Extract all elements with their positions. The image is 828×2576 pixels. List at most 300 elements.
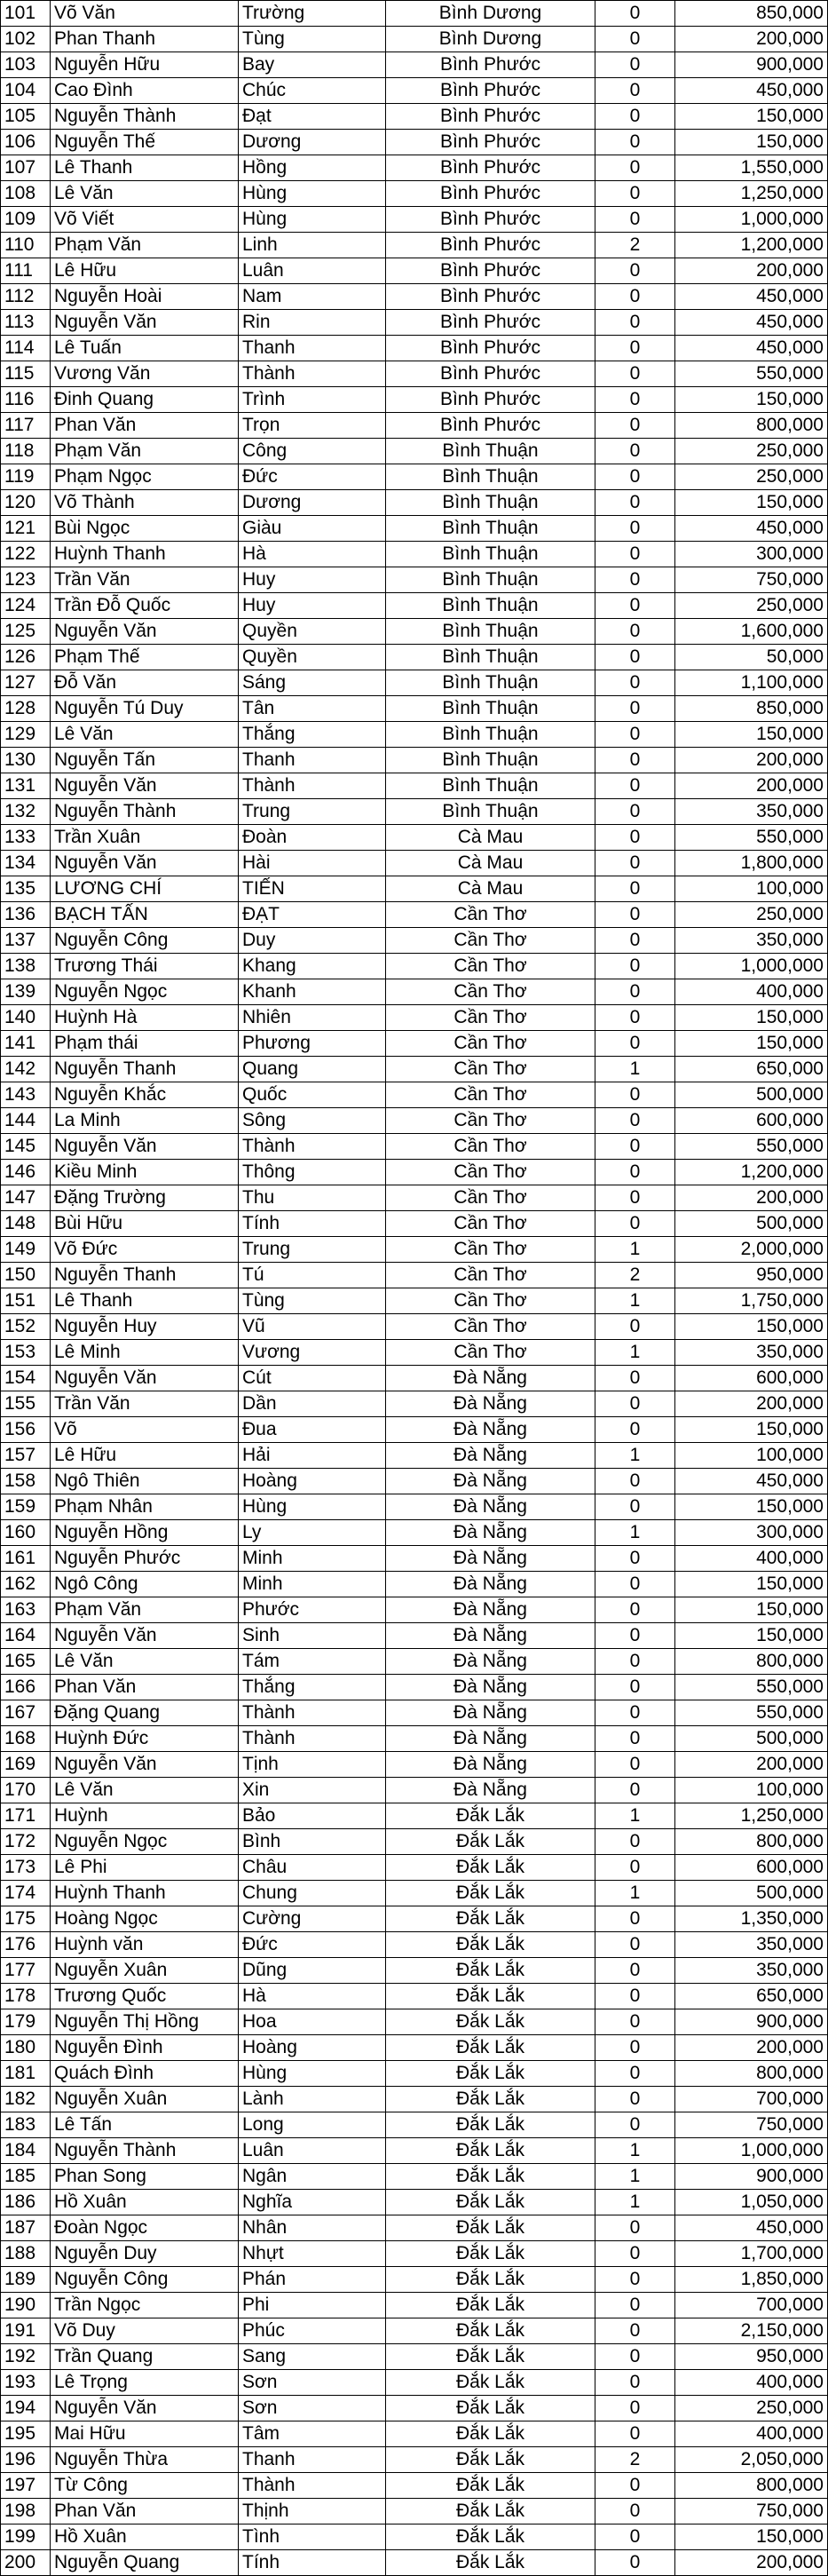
cell-ten: Sông: [239, 1108, 386, 1134]
cell-so-luong: 0: [595, 258, 675, 284]
cell-ho-dem: Lê Thanh: [51, 155, 239, 181]
cell-stt: 146: [1, 1160, 51, 1185]
cell-ten: Đoàn: [239, 825, 386, 851]
cell-so-tien: 1,800,000: [675, 851, 828, 876]
cell-ten: Tính: [239, 1211, 386, 1237]
cell-stt: 122: [1, 542, 51, 567]
cell-tinh-thanh: Đắk Lắk: [386, 1803, 595, 1829]
cell-so-tien: 850,000: [675, 1, 828, 27]
cell-so-luong: 1: [595, 1237, 675, 1263]
cell-tinh-thanh: Đắk Lắk: [386, 2164, 595, 2190]
cell-ho-dem: Huỳnh Thanh: [51, 1881, 239, 1906]
cell-ho-dem: Nguyễn Hoài: [51, 284, 239, 310]
table-row: [1, 1469, 828, 1494]
cell-ho-dem: Cao Đình: [51, 78, 239, 104]
cell-stt: 189: [1, 2267, 51, 2293]
cell-stt: 134: [1, 851, 51, 876]
cell-ten: Sáng: [239, 670, 386, 696]
cell-so-tien: 450,000: [675, 2215, 828, 2241]
cell-stt: 149: [1, 1237, 51, 1263]
cell-tinh-thanh: Đắk Lắk: [386, 2396, 595, 2421]
cell-so-tien: 950,000: [675, 1263, 828, 1288]
cell-ten: Thắng: [239, 722, 386, 748]
cell-ho-dem: Huỳnh văn: [51, 1932, 239, 1958]
cell-so-luong: 0: [595, 439, 675, 464]
table-row: [1, 2550, 828, 2576]
cell-ten: Nhựt: [239, 2241, 386, 2267]
cell-stt: 127: [1, 670, 51, 696]
cell-ten: Vương: [239, 1340, 386, 1366]
cell-tinh-thanh: Bình Phước: [386, 336, 595, 361]
cell-tinh-thanh: Cần Thơ: [386, 1340, 595, 1366]
cell-so-tien: 400,000: [675, 2370, 828, 2396]
cell-tinh-thanh: Đắk Lắk: [386, 2318, 595, 2344]
cell-ho-dem: Phan Văn: [51, 1675, 239, 1700]
cell-tinh-thanh: Cần Thơ: [386, 1108, 595, 1134]
cell-ten: Hùng: [239, 2061, 386, 2087]
cell-ten: Tùng: [239, 1288, 386, 1314]
table-row: [1, 52, 828, 78]
cell-ten: Minh: [239, 1572, 386, 1597]
cell-ho-dem: Võ Văn: [51, 1, 239, 27]
cell-tinh-thanh: Đà Nẵng: [386, 1520, 595, 1546]
cell-so-tien: 450,000: [675, 336, 828, 361]
cell-ho-dem: Trần Văn: [51, 1391, 239, 1417]
cell-stt: 165: [1, 1649, 51, 1675]
cell-so-tien: 200,000: [675, 1391, 828, 1417]
table-row: [1, 439, 828, 464]
cell-so-luong: 0: [595, 1649, 675, 1675]
cell-ho-dem: Võ Đức: [51, 1237, 239, 1263]
cell-so-luong: 0: [595, 52, 675, 78]
cell-ho-dem: Nguyễn Ngọc: [51, 1829, 239, 1855]
cell-so-luong: 0: [595, 1700, 675, 1726]
cell-ho-dem: Nguyễn Công: [51, 2267, 239, 2293]
cell-stt: 186: [1, 2190, 51, 2215]
cell-ten: Trung: [239, 799, 386, 825]
cell-tinh-thanh: Bình Thuận: [386, 619, 595, 645]
cell-so-tien: 200,000: [675, 27, 828, 52]
cell-ho-dem: Nguyễn Thế: [51, 130, 239, 155]
cell-so-tien: 1,700,000: [675, 2241, 828, 2267]
cell-ho-dem: Lê Thanh: [51, 1288, 239, 1314]
table-row: [1, 1906, 828, 1932]
cell-tinh-thanh: Đà Nẵng: [386, 1494, 595, 1520]
table-row: [1, 645, 828, 670]
cell-tinh-thanh: Bình Thuận: [386, 748, 595, 773]
cell-stt: 108: [1, 181, 51, 207]
cell-so-luong: 0: [595, 2550, 675, 2576]
cell-stt: 129: [1, 722, 51, 748]
cell-stt: 135: [1, 876, 51, 902]
cell-so-luong: 0: [595, 1494, 675, 1520]
cell-stt: 187: [1, 2215, 51, 2241]
cell-so-luong: 0: [595, 181, 675, 207]
cell-so-tien: 150,000: [675, 1572, 828, 1597]
cell-ho-dem: Bùi Hữu: [51, 1211, 239, 1237]
cell-ten: Đức: [239, 1932, 386, 1958]
cell-so-tien: 150,000: [675, 2524, 828, 2550]
table-row: [1, 104, 828, 130]
cell-so-tien: 700,000: [675, 2293, 828, 2318]
cell-stt: 177: [1, 1958, 51, 1984]
cell-ten: Hồng: [239, 155, 386, 181]
cell-so-luong: 0: [595, 1829, 675, 1855]
cell-so-tien: 350,000: [675, 1958, 828, 1984]
table-row: [1, 928, 828, 954]
cell-ho-dem: Nguyễn Công: [51, 928, 239, 954]
cell-so-tien: 150,000: [675, 490, 828, 516]
cell-ten: Cút: [239, 1366, 386, 1391]
cell-ho-dem: Trần Ngọc: [51, 2293, 239, 2318]
cell-ho-dem: Lê Hữu: [51, 258, 239, 284]
cell-so-luong: 0: [595, 954, 675, 979]
cell-stt: 163: [1, 1597, 51, 1623]
cell-so-luong: 0: [595, 1185, 675, 1211]
cell-tinh-thanh: Cần Thơ: [386, 1031, 595, 1057]
table-row: [1, 1366, 828, 1391]
cell-so-tien: 1,050,000: [675, 2190, 828, 2215]
cell-tinh-thanh: Cần Thơ: [386, 954, 595, 979]
cell-ten: Phước: [239, 1597, 386, 1623]
cell-stt: 160: [1, 1520, 51, 1546]
cell-so-luong: 1: [595, 2190, 675, 2215]
cell-so-luong: 0: [595, 1, 675, 27]
table-row: [1, 1031, 828, 1057]
cell-ho-dem: Vương Văn: [51, 361, 239, 387]
cell-so-luong: 2: [595, 233, 675, 258]
cell-ho-dem: Trương Quốc: [51, 1984, 239, 2009]
cell-stt: 113: [1, 310, 51, 336]
cell-so-luong: 0: [595, 130, 675, 155]
table-row: [1, 1623, 828, 1649]
cell-tinh-thanh: Bình Dương: [386, 27, 595, 52]
cell-so-tien: 200,000: [675, 1752, 828, 1778]
cell-tinh-thanh: Đắk Lắk: [386, 2473, 595, 2499]
cell-ten: Luân: [239, 2138, 386, 2164]
cell-ten: Tân: [239, 696, 386, 722]
cell-stt: 140: [1, 1005, 51, 1031]
table-row: [1, 2267, 828, 2293]
cell-ho-dem: Phạm Nhân: [51, 1494, 239, 1520]
cell-so-luong: 0: [595, 78, 675, 104]
cell-ten: TIẾN: [239, 876, 386, 902]
cell-ho-dem: Hoàng Ngọc: [51, 1906, 239, 1932]
table-row: [1, 1546, 828, 1572]
cell-so-tien: 1,200,000: [675, 233, 828, 258]
cell-so-luong: 0: [595, 516, 675, 542]
cell-so-tien: 550,000: [675, 825, 828, 851]
cell-so-tien: 1,250,000: [675, 1803, 828, 1829]
cell-tinh-thanh: Đắk Lắk: [386, 1881, 595, 1906]
cell-tinh-thanh: Cần Thơ: [386, 1288, 595, 1314]
cell-so-tien: 500,000: [675, 1881, 828, 1906]
cell-stt: 104: [1, 78, 51, 104]
cell-so-luong: 0: [595, 207, 675, 233]
cell-so-tien: 250,000: [675, 464, 828, 490]
cell-ho-dem: Nguyễn Văn: [51, 310, 239, 336]
cell-so-luong: 0: [595, 1958, 675, 1984]
cell-stt: 126: [1, 645, 51, 670]
cell-so-luong: 0: [595, 722, 675, 748]
cell-ten: Thành: [239, 1700, 386, 1726]
cell-stt: 112: [1, 284, 51, 310]
cell-ten: Dần: [239, 1391, 386, 1417]
cell-ten: Thắng: [239, 1675, 386, 1700]
cell-stt: 153: [1, 1340, 51, 1366]
cell-ten: Hoàng: [239, 1469, 386, 1494]
cell-so-tien: 250,000: [675, 439, 828, 464]
cell-stt: 161: [1, 1546, 51, 1572]
cell-ten: Nghĩa: [239, 2190, 386, 2215]
cell-tinh-thanh: Đà Nẵng: [386, 1572, 595, 1597]
table-row: [1, 1340, 828, 1366]
cell-ho-dem: Nguyễn Văn: [51, 619, 239, 645]
table-row: [1, 336, 828, 361]
cell-tinh-thanh: Bình Thuận: [386, 542, 595, 567]
cell-ten: Hoa: [239, 2009, 386, 2035]
cell-ho-dem: Nguyễn Thừa: [51, 2447, 239, 2473]
cell-ho-dem: Nguyễn Huy: [51, 1314, 239, 1340]
cell-so-tien: 200,000: [675, 2550, 828, 2576]
table-row: [1, 1958, 828, 1984]
cell-stt: 155: [1, 1391, 51, 1417]
cell-stt: 197: [1, 2473, 51, 2499]
cell-tinh-thanh: Bình Thuận: [386, 670, 595, 696]
cell-so-tien: 250,000: [675, 902, 828, 928]
cell-ho-dem: Trần Quang: [51, 2344, 239, 2370]
table-row: [1, 748, 828, 773]
table-row: [1, 1185, 828, 1211]
cell-tinh-thanh: Đắk Lắk: [386, 2087, 595, 2112]
cell-stt: 148: [1, 1211, 51, 1237]
cell-tinh-thanh: Cần Thơ: [386, 1134, 595, 1160]
cell-ten: Duy: [239, 928, 386, 954]
cell-ho-dem: Phạm Văn: [51, 1597, 239, 1623]
cell-so-luong: 0: [595, 1855, 675, 1881]
cell-tinh-thanh: Cần Thơ: [386, 1263, 595, 1288]
cell-ho-dem: Nguyễn Văn: [51, 773, 239, 799]
cell-stt: 179: [1, 2009, 51, 2035]
table-row: [1, 1675, 828, 1700]
cell-tinh-thanh: Bình Thuận: [386, 799, 595, 825]
cell-ho-dem: Nguyễn Văn: [51, 1134, 239, 1160]
table-row: [1, 1803, 828, 1829]
cell-ho-dem: Trần Đỗ Quốc: [51, 593, 239, 619]
table-row: [1, 2473, 828, 2499]
cell-stt: 131: [1, 773, 51, 799]
cell-so-luong: 0: [595, 1469, 675, 1494]
cell-ten: Phương: [239, 1031, 386, 1057]
table-row: [1, 954, 828, 979]
cell-ho-dem: Võ: [51, 1417, 239, 1443]
cell-tinh-thanh: Đắk Lắk: [386, 2267, 595, 2293]
table-row: [1, 310, 828, 336]
cell-so-tien: 600,000: [675, 1855, 828, 1881]
cell-ho-dem: Nguyễn Thị Hồng: [51, 2009, 239, 2035]
cell-tinh-thanh: Đắk Lắk: [386, 2112, 595, 2138]
cell-stt: 199: [1, 2524, 51, 2550]
cell-so-tien: 650,000: [675, 1984, 828, 2009]
cell-so-tien: 350,000: [675, 799, 828, 825]
cell-tinh-thanh: Bình Thuận: [386, 439, 595, 464]
cell-so-luong: 0: [595, 361, 675, 387]
cell-so-luong: 0: [595, 2499, 675, 2524]
table-row: [1, 1700, 828, 1726]
cell-ten: Tâm: [239, 2421, 386, 2447]
cell-stt: 109: [1, 207, 51, 233]
cell-stt: 168: [1, 1726, 51, 1752]
cell-tinh-thanh: Cần Thơ: [386, 979, 595, 1005]
cell-ten: Tùng: [239, 27, 386, 52]
cell-so-tien: 100,000: [675, 1443, 828, 1469]
cell-so-tien: 450,000: [675, 284, 828, 310]
cell-so-tien: 700,000: [675, 2087, 828, 2112]
cell-so-tien: 750,000: [675, 2499, 828, 2524]
table-row: [1, 1572, 828, 1597]
cell-stt: 124: [1, 593, 51, 619]
table-row: [1, 2396, 828, 2421]
cell-stt: 120: [1, 490, 51, 516]
cell-ten: Thông: [239, 1160, 386, 1185]
cell-ten: Trọn: [239, 413, 386, 439]
table-row: [1, 1237, 828, 1263]
table-row: [1, 1984, 828, 2009]
cell-stt: 183: [1, 2112, 51, 2138]
table-row: [1, 2318, 828, 2344]
cell-so-luong: 0: [595, 1546, 675, 1572]
cell-so-luong: 0: [595, 851, 675, 876]
cell-tinh-thanh: Bình Thuận: [386, 490, 595, 516]
cell-stt: 137: [1, 928, 51, 954]
cell-so-luong: 0: [595, 1752, 675, 1778]
cell-ho-dem: Phạm thái: [51, 1031, 239, 1057]
cell-ho-dem: Nguyễn Khắc: [51, 1082, 239, 1108]
cell-ho-dem: Đoàn Ngọc: [51, 2215, 239, 2241]
cell-so-luong: 0: [595, 1932, 675, 1958]
cell-so-tien: 550,000: [675, 1675, 828, 1700]
cell-stt: 152: [1, 1314, 51, 1340]
cell-so-tien: 200,000: [675, 258, 828, 284]
cell-tinh-thanh: Bình Thuận: [386, 645, 595, 670]
cell-ho-dem: Kiều Minh: [51, 1160, 239, 1185]
cell-so-luong: 0: [595, 2344, 675, 2370]
cell-stt: 182: [1, 2087, 51, 2112]
cell-stt: 200: [1, 2550, 51, 2576]
cell-tinh-thanh: Bình Phước: [386, 155, 595, 181]
table-row: [1, 1057, 828, 1082]
cell-tinh-thanh: Bình Phước: [386, 233, 595, 258]
cell-so-tien: 750,000: [675, 567, 828, 593]
cell-stt: 123: [1, 567, 51, 593]
cell-so-luong: 0: [595, 645, 675, 670]
table-row: [1, 2087, 828, 2112]
table-row: [1, 902, 828, 928]
cell-so-tien: 250,000: [675, 2396, 828, 2421]
table-row: [1, 155, 828, 181]
cell-so-luong: 0: [595, 2267, 675, 2293]
cell-so-tien: 400,000: [675, 979, 828, 1005]
cell-tinh-thanh: Bình Thuận: [386, 722, 595, 748]
cell-ten: Dương: [239, 130, 386, 155]
cell-stt: 196: [1, 2447, 51, 2473]
table-row: [1, 284, 828, 310]
cell-so-tien: 100,000: [675, 1778, 828, 1803]
cell-ho-dem: Lê Văn: [51, 1649, 239, 1675]
table-row: [1, 2499, 828, 2524]
cell-ten: Quốc: [239, 1082, 386, 1108]
cell-tinh-thanh: Bình Thuận: [386, 696, 595, 722]
cell-ten: ĐẠT: [239, 902, 386, 928]
cell-so-tien: 150,000: [675, 722, 828, 748]
cell-stt: 136: [1, 902, 51, 928]
cell-ho-dem: Lê Văn: [51, 1778, 239, 1803]
cell-ho-dem: Huỳnh: [51, 1803, 239, 1829]
cell-stt: 194: [1, 2396, 51, 2421]
cell-so-luong: 0: [595, 155, 675, 181]
cell-stt: 167: [1, 1700, 51, 1726]
cell-ten: Trường: [239, 1, 386, 27]
cell-ten: Sang: [239, 2344, 386, 2370]
cell-ten: Ly: [239, 1520, 386, 1546]
table-row: [1, 464, 828, 490]
cell-tinh-thanh: Bình Thuận: [386, 567, 595, 593]
cell-stt: 147: [1, 1185, 51, 1211]
cell-stt: 133: [1, 825, 51, 851]
cell-ho-dem: Lê Văn: [51, 722, 239, 748]
cell-so-luong: 0: [595, 542, 675, 567]
cell-stt: 118: [1, 439, 51, 464]
cell-so-luong: 0: [595, 27, 675, 52]
cell-ten: Trình: [239, 387, 386, 413]
table-row: [1, 2215, 828, 2241]
cell-so-luong: 0: [595, 2035, 675, 2061]
cell-so-tien: 650,000: [675, 1057, 828, 1082]
cell-stt: 115: [1, 361, 51, 387]
cell-stt: 172: [1, 1829, 51, 1855]
cell-ho-dem: Nguyễn Quang: [51, 2550, 239, 2576]
cell-tinh-thanh: Cần Thơ: [386, 902, 595, 928]
cell-tinh-thanh: Bình Thuận: [386, 464, 595, 490]
table-row: [1, 2524, 828, 2550]
cell-ten: Thành: [239, 773, 386, 799]
cell-stt: 111: [1, 258, 51, 284]
cell-tinh-thanh: Bình Thuận: [386, 773, 595, 799]
cell-stt: 154: [1, 1366, 51, 1391]
cell-ho-dem: Huỳnh Đức: [51, 1726, 239, 1752]
cell-so-tien: 600,000: [675, 1108, 828, 1134]
cell-stt: 142: [1, 1057, 51, 1082]
cell-stt: 162: [1, 1572, 51, 1597]
cell-ten: Phán: [239, 2267, 386, 2293]
cell-so-tien: 1,000,000: [675, 2138, 828, 2164]
cell-stt: 169: [1, 1752, 51, 1778]
table-row: [1, 2112, 828, 2138]
cell-so-tien: 200,000: [675, 748, 828, 773]
cell-so-luong: 1: [595, 1881, 675, 1906]
cell-tinh-thanh: Đắk Lắk: [386, 2524, 595, 2550]
cell-stt: 102: [1, 27, 51, 52]
cell-tinh-thanh: Đắk Lắk: [386, 1906, 595, 1932]
cell-ho-dem: Lê Minh: [51, 1340, 239, 1366]
cell-ten: Thịnh: [239, 2499, 386, 2524]
cell-so-tien: 300,000: [675, 1520, 828, 1546]
cell-ten: Hoàng: [239, 2035, 386, 2061]
cell-so-luong: 0: [595, 490, 675, 516]
cell-tinh-thanh: Đắk Lắk: [386, 2550, 595, 2576]
table-row: [1, 1005, 828, 1031]
cell-ho-dem: Đặng Trường: [51, 1185, 239, 1211]
